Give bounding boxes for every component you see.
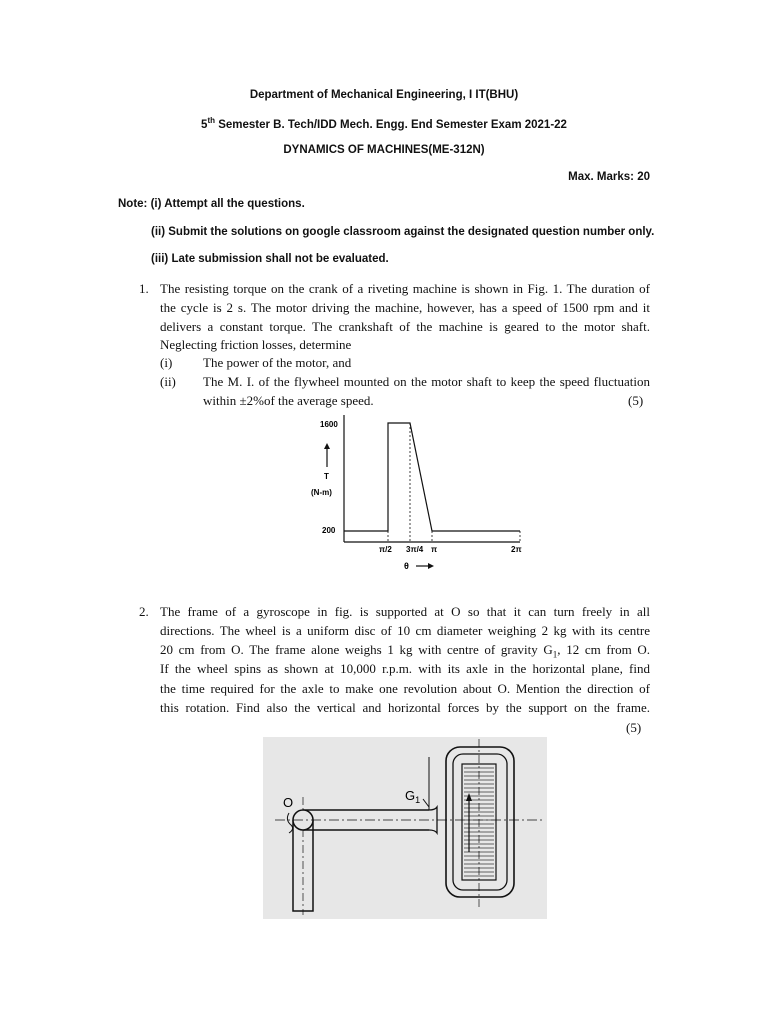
torque-chart bbox=[300, 405, 540, 585]
q2-line-2: directions. The wheel is a uniform disc of 10 cm diameter weighing 2 kg with its centre bbox=[160, 623, 650, 638]
note-1: Note: (i) Attempt all the questions. bbox=[118, 198, 305, 210]
q1-sub2-continuation: within ±2%of the average speed. bbox=[203, 393, 374, 408]
y-tick-200: 200 bbox=[322, 526, 336, 535]
note-3: (iii) Late submission shall not be evaluated. bbox=[151, 253, 389, 265]
semester-superscript: th bbox=[207, 116, 215, 125]
q1-line-4: Neglecting friction losses, determine bbox=[160, 337, 352, 352]
label-G-text: G bbox=[405, 788, 416, 803]
q1-line-3: delivers a constant torque. The crankshaft of the machine is geared to the motor shaft. bbox=[160, 319, 650, 334]
q1-sub1-number: (i) bbox=[160, 355, 173, 370]
x-label-theta: θ bbox=[404, 561, 409, 571]
y-label-T: T bbox=[324, 472, 329, 481]
course-title: DYNAMICS OF MACHINES(ME-312N) bbox=[283, 144, 485, 156]
label-O: O bbox=[283, 795, 294, 810]
q2-line-3-text: 20 cm from O. The frame alone weighs 1 kg with centre of gravity G bbox=[160, 642, 553, 657]
q1-line-2: the cycle is 2 s. The motor driving the machine, however, has a speed of 1500 rpm and it bbox=[160, 300, 650, 315]
y-tick-1600: 1600 bbox=[320, 420, 338, 429]
exam-title bbox=[0, 116, 768, 131]
q1-marks: (5) bbox=[628, 393, 644, 408]
q1-number: 1. bbox=[139, 281, 149, 296]
q2-line-6: this rotation. Find also the vertical and horizontal forces by the support on the frame. bbox=[160, 700, 650, 715]
x-label-arrow-head bbox=[428, 563, 434, 569]
q2-line-5: the time required for the axle to make one revolution about O. Mention the direction of bbox=[160, 681, 650, 696]
department-title: Department of Mechanical Engineering, I IT(BHU) bbox=[249, 89, 519, 101]
label-G-sub: 1 bbox=[415, 795, 421, 805]
max-marks: Max. Marks: 20 bbox=[568, 171, 650, 183]
semester-number: 5 bbox=[201, 118, 208, 131]
q1-sub2-text: The M. I. of the flywheel mounted on the motor shaft to keep the speed fluctuation bbox=[203, 374, 650, 389]
x-tick-3pi-4: 3π/4 bbox=[406, 545, 424, 554]
q1-line-1: The resisting torque on the crank of a riveting machine is shown in Fig. 1. The duration of bbox=[160, 281, 650, 296]
x-tick-pi: π bbox=[431, 545, 438, 554]
x-tick-pi-2: π/2 bbox=[379, 545, 392, 554]
q2-number: 2. bbox=[139, 604, 149, 619]
q2-marks: (5) bbox=[626, 720, 642, 735]
y-axis-arrow-head bbox=[324, 443, 330, 449]
gyroscope-figure bbox=[263, 737, 547, 919]
semester-rest: Semester B. Tech/IDD Mech. Engg. End Semester Exam 2021-22 bbox=[215, 118, 567, 131]
q1-sub1-text: The power of the motor, and bbox=[203, 355, 352, 370]
x-tick-2pi: 2π bbox=[511, 545, 522, 554]
q2-line-3-tail: , 12 cm from O. bbox=[557, 642, 650, 657]
q2-line-1: The frame of a gyroscope in fig. is supported at O so that it can turn freely in all bbox=[160, 604, 650, 619]
torque-curve bbox=[344, 423, 520, 531]
note-2: (ii) Submit the solutions on google classroom against the designated question number only. bbox=[151, 226, 655, 238]
q2-line-4: If the wheel spins as shown at 10,000 r.p.m. with its axle in the horizontal plane, find bbox=[160, 661, 650, 676]
y-label-unit: (N-m) bbox=[311, 488, 332, 497]
q1-sub2-number: (ii) bbox=[160, 374, 176, 389]
q2-line-3-sub: 1 bbox=[552, 649, 558, 660]
